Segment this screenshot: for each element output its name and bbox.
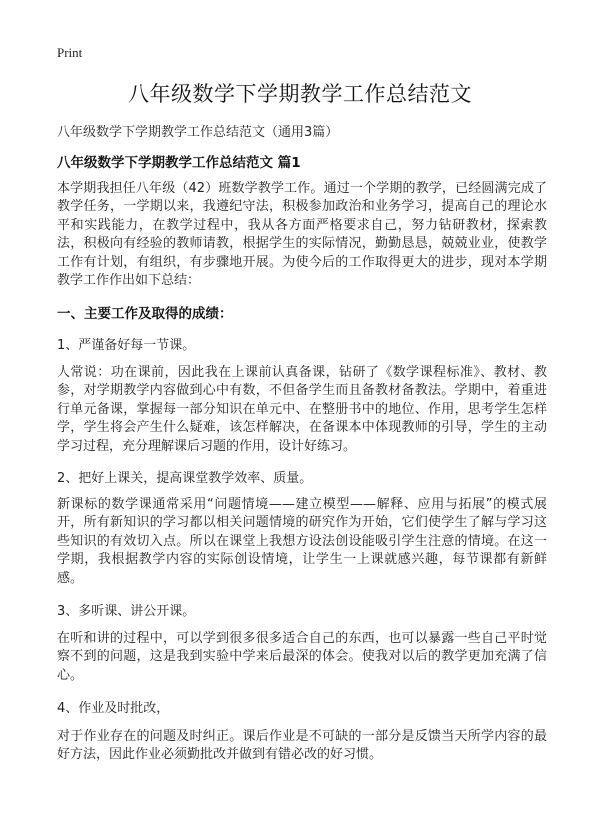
document-subtitle: 八年级数学下学期教学工作总结范文（通用3篇） — [57, 125, 339, 140]
item-body-2: 新课标的数学课通常采用“问题情境——建立模型——解释、应用与拓展”的模式展开，所有新知识的学习都以相关问题情境的研究作为开始，它们使学生了解与学习这些知识的有效切入点。所以在课堂上我想方设法创设能吸引学生注意的情境。在这一学期，我根据教学内容的实际创设情境，让学生一上课就感兴趣，每节课都有新鲜感。 — [57, 497, 547, 586]
item-heading-3: 3、多听课、讲公开课。 — [57, 604, 196, 619]
intro-paragraph: 本学期我担任八年级（42）班数学教学工作。通过一个学期的教学，已经圆满完成了教学任务，一学期以来，我遵纪守法，积极参加政治和业务学习，提高自己的理论水平和实践能力，在教学过程中，我从各方面严格要求自己，努力钻研教材，探索教法，积极向有经验的教师请教，根据学生的实际情况，勤勤恳恳，兢兢业业，使教学工作有计划，有组织，有步骤地开展。为使今后的工作取得更大的进步，现对本学期教学工作作出如下总结： — [57, 181, 547, 289]
item-body-4: 对于作业存在的问题及时纠正。课后作业是不可缺的一部分是反馈当天所学内容的最好方法，因此作业必须勤批改并做到有错必改的好习惯。 — [57, 729, 547, 763]
print-link[interactable]: Print — [57, 45, 83, 60]
item-heading-2: 2、把好上课关，提高课堂教学效率、质量。 — [57, 471, 313, 486]
item-body-3: 在听和讲的过程中，可以学到很多很多适合自己的东西，也可以暴露一些自己平时觉察不到的问题，这是我到实验中学来后最深的体会。使我对以后的教学更加充满了信心。 — [57, 631, 547, 683]
item-body-1: 人常说：功在课前，因此我在上课前认真备课，钻研了《数学课程标准》、教材、教参，对学期教学内容做到心中有数，不但备学生而且备教材备教法。学期中，着重进行单元备课，掌握每一部分知识在单元中、在整册书中的地位、作用，思考学生怎样学，学生将会产生什么疑难，该怎样解决，在备课本中体现教师的引导，学生的主动学习过程，充分理解课后习题的作用，设计好练习。 — [57, 365, 547, 454]
page-title: 八年级数学下学期教学工作总结范文 — [128, 82, 472, 106]
main-heading: 一、主要工作及取得的成绩： — [57, 306, 233, 322]
section-title: 八年级数学下学期教学工作总结范文 篇1 — [57, 155, 301, 171]
item-heading-4: 4、作业及时批改， — [57, 701, 170, 716]
item-heading-1: 1、严谨备好每一节课。 — [57, 338, 196, 353]
